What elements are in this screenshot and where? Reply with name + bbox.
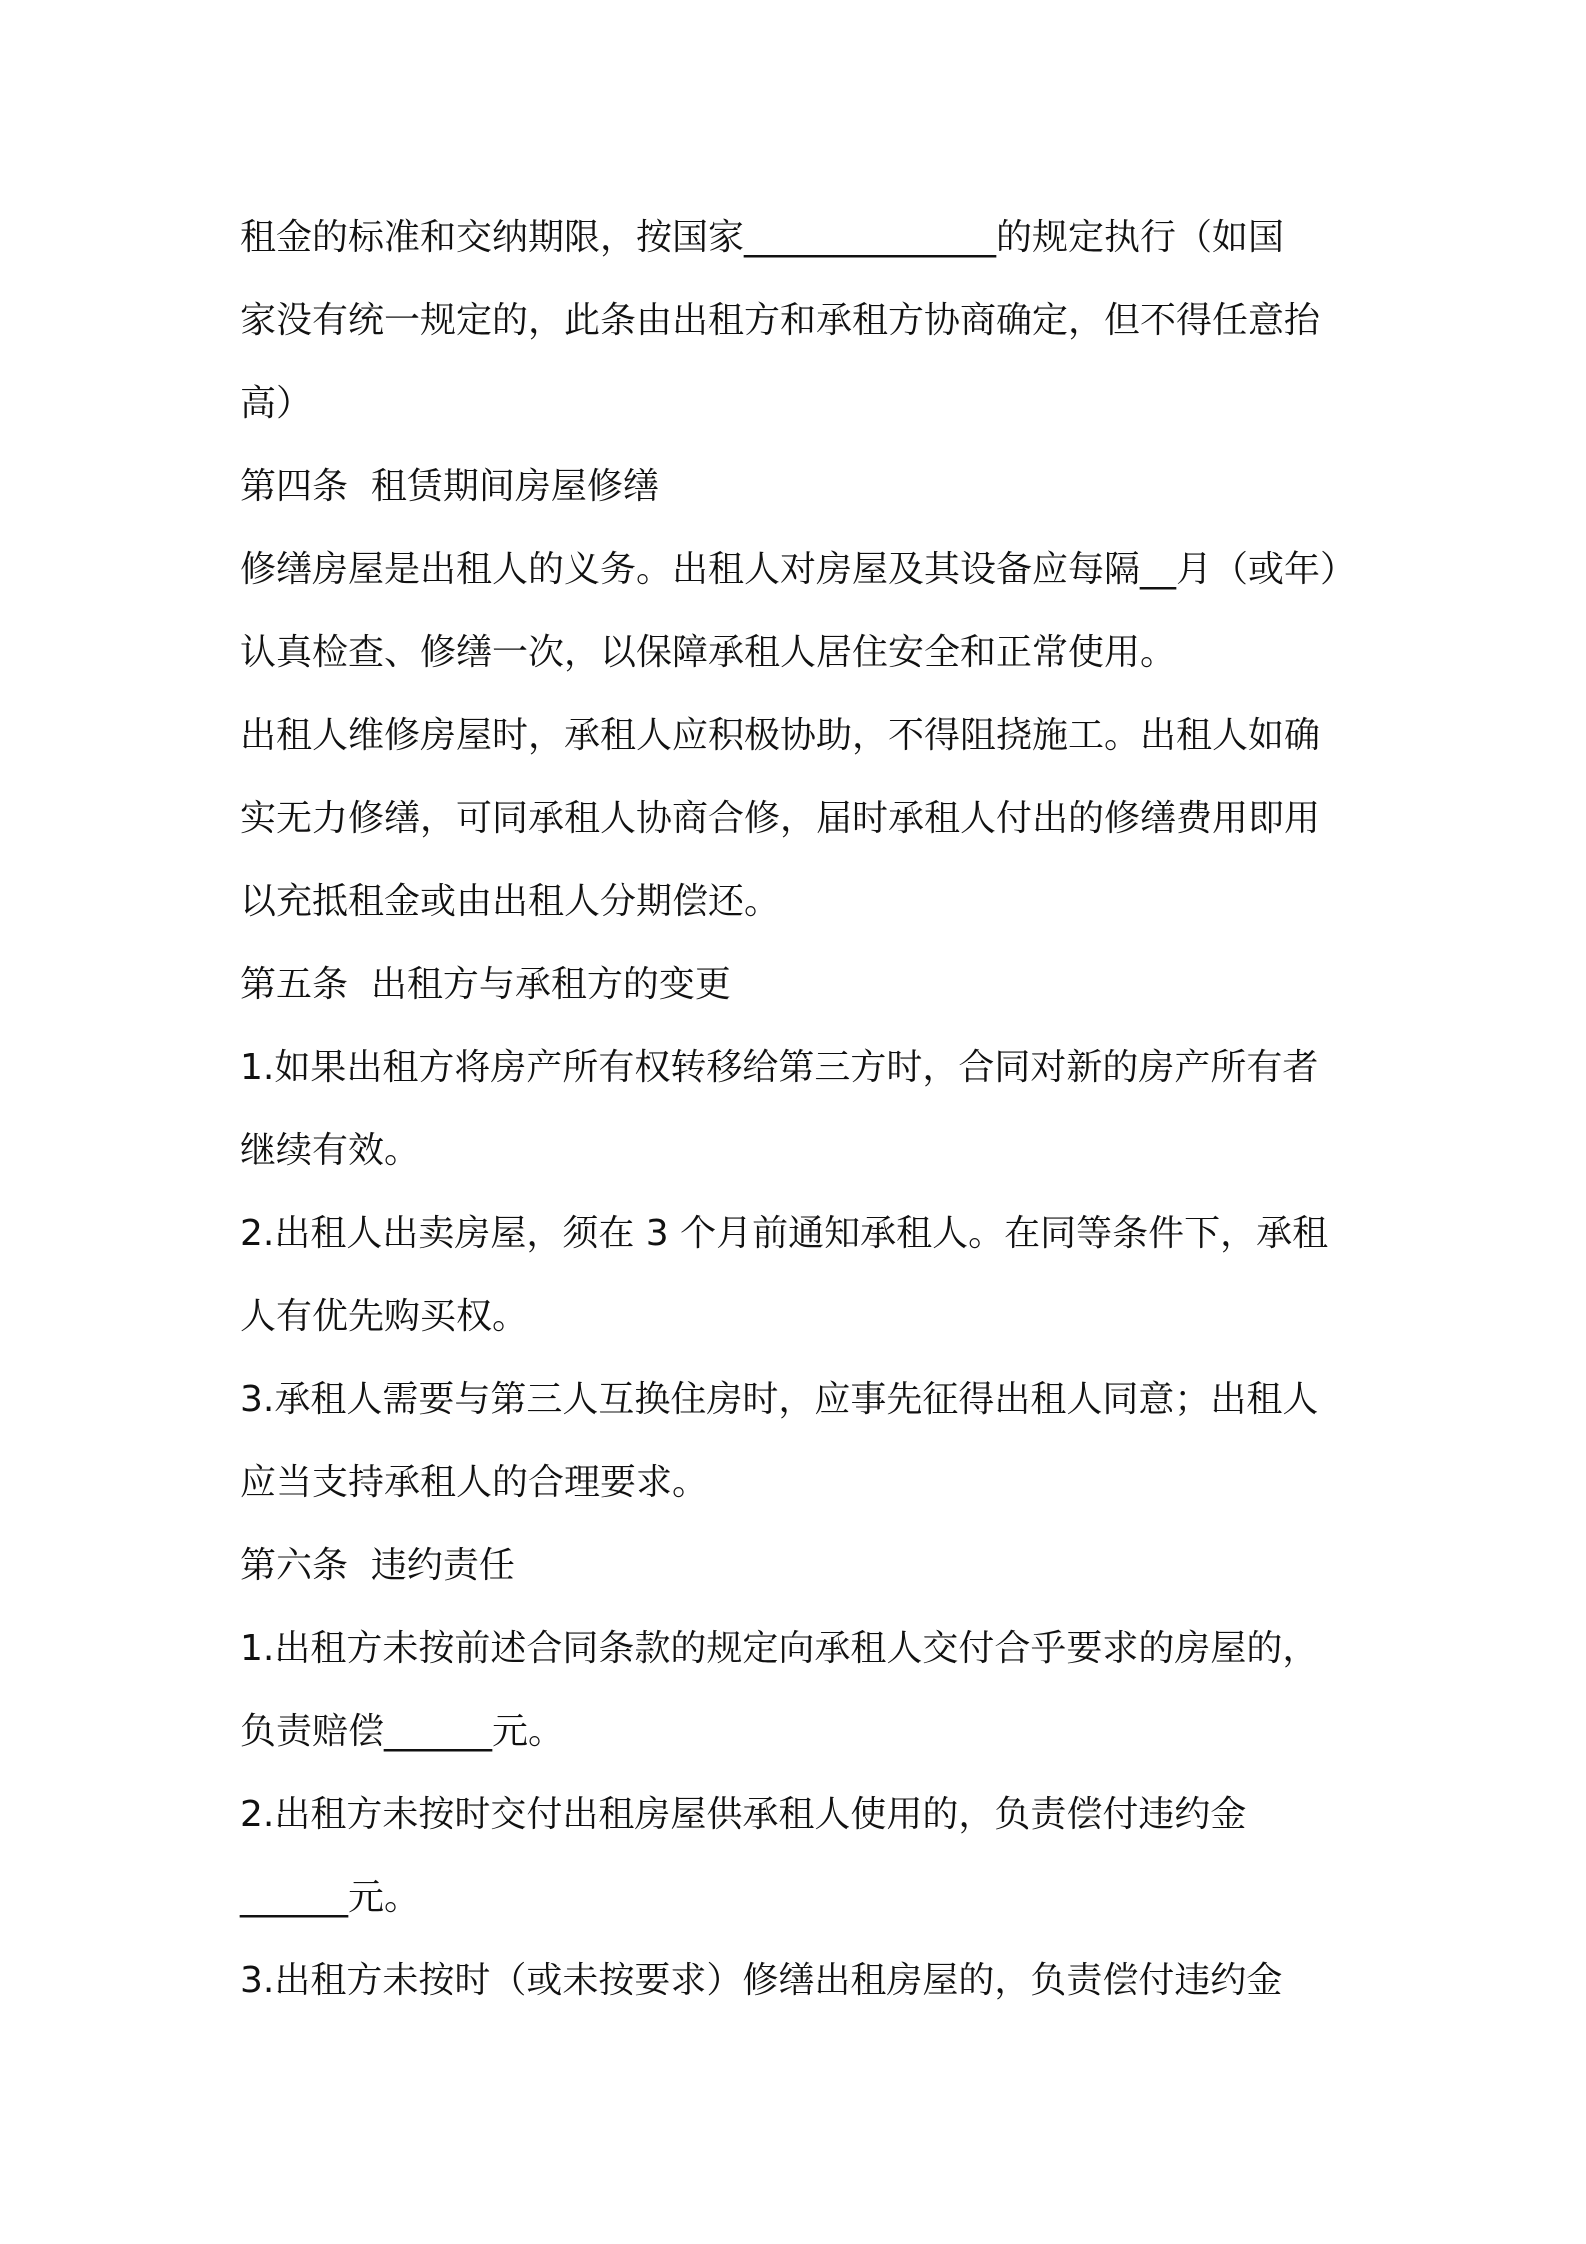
contract-page (240, 196, 1360, 2022)
text-line: ______元。 (240, 1877, 421, 1918)
text-line: 出租人维修房屋时，承租人应积极协助，不得阻挠施工。出租人如确 (240, 715, 1321, 756)
text-line: 继续有效。 (240, 1130, 421, 1171)
text-line: 2.出租人出卖房屋，须在 3 个月前通知承租人。在同等条件下，承租 (240, 1213, 1329, 1254)
text-line: 租金的标准和交纳期限，按国家______________的规定执行（如国 (240, 217, 1285, 258)
text-line: 家没有统一规定的，此条由出租方和承租方协商确定，但不得任意抬 (240, 300, 1321, 341)
article-heading: 第五条 出租方与承租方的变更 (240, 964, 731, 1005)
text-line: 应当支持承租人的合理要求。 (240, 1462, 709, 1503)
article-heading: 第四条 租赁期间房屋修缮 (240, 466, 659, 507)
text-line: 1.出租方未按前述合同条款的规定向承租人交付合乎要求的房屋的， (240, 1628, 1319, 1669)
text-line: 修缮房屋是出租人的义务。出租人对房屋及其设备应每隔__月（或年） (240, 549, 1357, 590)
text-line: 1.如果出租方将房产所有权转移给第三方时，合同对新的房产所有者 (240, 1047, 1319, 1088)
article-heading: 第六条 违约责任 (240, 1545, 515, 1586)
text-line: 高） (240, 383, 313, 424)
text-line: 以充抵租金或由出租人分期偿还。 (240, 881, 781, 922)
text-line: 负责赔偿______元。 (240, 1711, 565, 1752)
text-line: 3.出租方未按时（或未按要求）修缮出租房屋的，负责偿付违约金 (240, 1960, 1283, 2001)
text-line: 人有优先购买权。 (240, 1296, 529, 1337)
text-line: 2.出租方未按时交付出租房屋供承租人使用的，负责偿付违约金 (240, 1794, 1247, 1835)
text-line: 3.承租人需要与第三人互换住房时，应事先征得出租人同意；出租人 (240, 1379, 1319, 1420)
text-line: 认真检查、修缮一次，以保障承租人居住安全和正常使用。 (240, 632, 1177, 673)
text-line: 实无力修缮，可同承租人协商合修，届时承租人付出的修缮费用即用 (240, 798, 1321, 839)
